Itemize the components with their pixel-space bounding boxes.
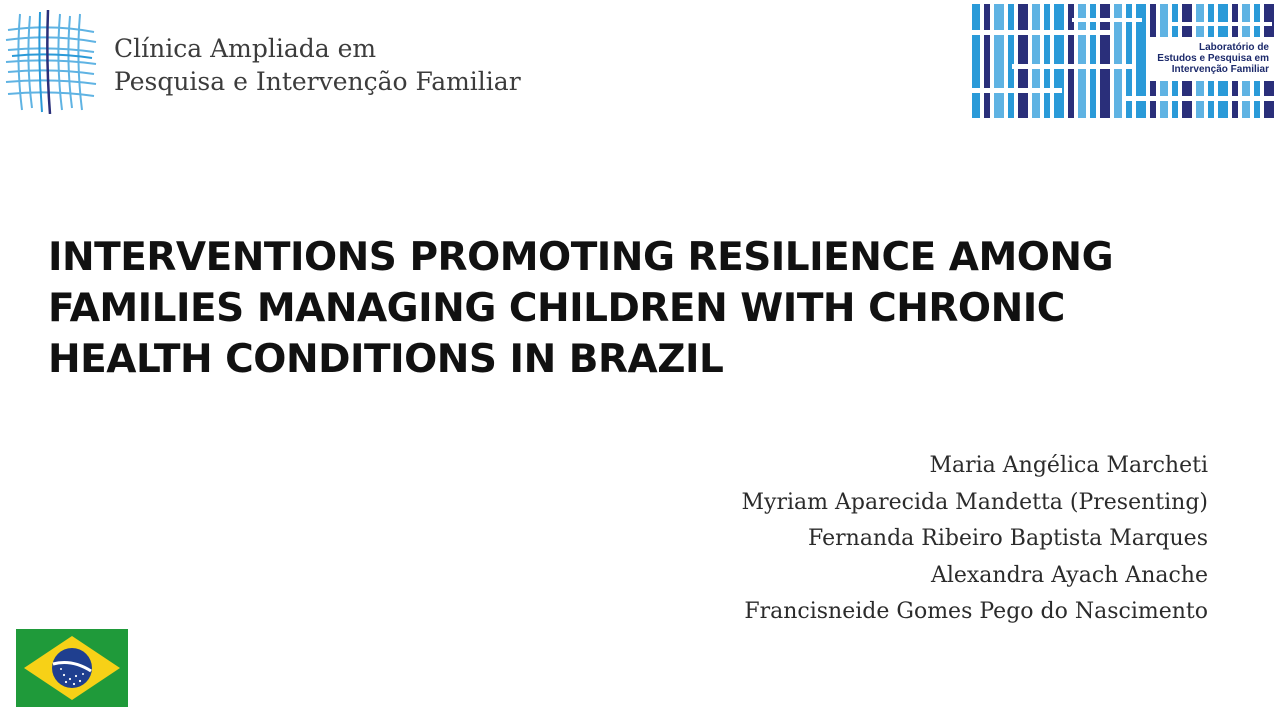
- title-line3: HEALTH CONDITIONS IN BRAZIL: [48, 337, 724, 382]
- lab-logo-line2: Estudos e Pesquisa em: [1157, 53, 1269, 64]
- title-line2: FAMILIES MANAGING CHILDREN WITH CHRONIC: [48, 286, 1065, 331]
- author-list: [568, 448, 1208, 631]
- presentation-title: [48, 232, 1168, 385]
- author-name: Alexandra Ayach Anache: [930, 562, 1208, 588]
- brazil-flag-icon: [16, 629, 128, 707]
- author-name: Francisneide Gomes Pego do Nascimento: [744, 599, 1208, 624]
- lab-logo-line3: Intervenção Familiar: [1171, 64, 1269, 75]
- author-name: Maria Angélica Marcheti: [929, 453, 1208, 478]
- lab-logo-text: [972, 42, 1269, 75]
- clinic-logo-text: [114, 32, 521, 98]
- lab-logo: [972, 4, 1280, 118]
- author-name: Myriam Aparecida Mandetta (Presenting): [741, 489, 1208, 515]
- clinic-logo-line1: Clínica Ampliada em: [114, 34, 377, 63]
- woven-grid-logo-icon: [4, 10, 98, 114]
- clinic-logo-line2: Pesquisa e Intervenção Familiar: [114, 67, 521, 96]
- clinic-logo: [4, 10, 544, 114]
- author-name: Fernanda Ribeiro Baptista Marques: [808, 526, 1208, 551]
- lab-logo-line1: Laboratório de: [1198, 42, 1269, 53]
- title-line1: INTERVENTIONS PROMOTING RESILIENCE AMONG: [48, 235, 1114, 280]
